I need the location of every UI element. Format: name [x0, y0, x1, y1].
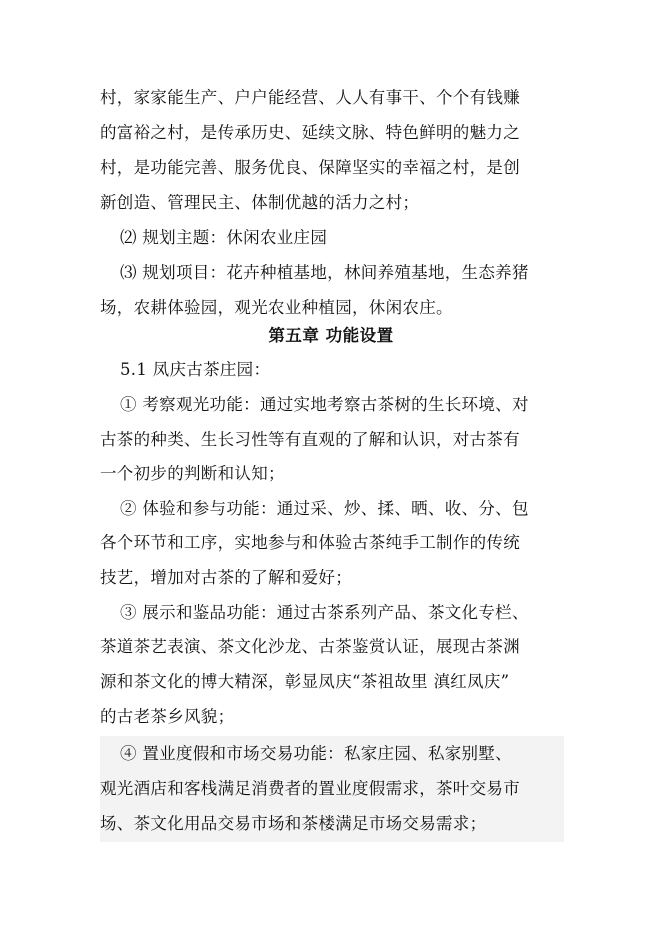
- para1-line-2: 的富裕之村，是传承历史、延续文脉、特色鲜明的魅力之: [100, 123, 520, 142]
- function-2-line-1: ② 体验和参与功能：通过采、炒、揉、晒、收、分、包: [120, 499, 529, 518]
- function-3-line-3: 源和茶文化的博大精深，彰显凤庆“茶祖故里 滇红凤庆”: [100, 672, 510, 691]
- plan-projects-line-1: ⑶ 规划项目：花卉种植基地，林间养殖基地，生态养猪: [120, 263, 529, 282]
- section-title: 5.1 凤庆古茶庄园：: [120, 360, 271, 379]
- function-2-line-2: 各个环节和工序，实地参与和体验古茶纯手工制作的传统: [100, 533, 520, 552]
- function-1-line-3: 一个初步的判断和认知；: [100, 464, 285, 483]
- function-3-line-4: 的古老茶乡风貌；: [100, 707, 235, 726]
- function-1-line-2: 古茶的种类、生长习性等有直观的了解和认识，对古茶有: [100, 430, 520, 449]
- function-3-line-2: 茶道茶艺表演、茶文化沙龙、古茶鉴赏认证，展现古茶渊: [100, 637, 520, 656]
- para1-line-3: 村，是功能完善、服务优良、保障坚实的幸福之村，是创: [100, 158, 520, 177]
- plan-theme-line: ⑵ 规划主题：休闲农业庄园: [120, 228, 328, 247]
- function-1-line-1: ① 考察观光功能：通过实地考察古茶树的生长环境、对: [120, 395, 529, 414]
- plan-projects-line-2: 场，农耕体验园，观光农业种植园，休闲农庄。: [100, 298, 453, 317]
- function-3-line-1: ③ 展示和鉴品功能：通过古茶系列产品、茶文化专栏、: [120, 603, 529, 622]
- para1-line-1: 村，家家能生产、户户能经营、人人有事干、个个有钱赚: [100, 88, 520, 107]
- para1-line-4: 新创造、管理民主、体制优越的活力之村；: [100, 193, 420, 212]
- chapter-title: 第五章 功能设置: [268, 326, 394, 345]
- function-2-line-3: 技艺，增加对古茶的了解和爱好；: [100, 568, 352, 587]
- function-4-line-1: ④ 置业度假和市场交易功能：私家庄园、私家别墅、: [120, 744, 512, 763]
- function-4-line-2: 观光酒店和客栈满足消费者的置业度假需求，茶叶交易市: [100, 779, 520, 798]
- function-4-line-3: 场、茶文化用品交易市场和茶楼满足市场交易需求；: [100, 814, 487, 833]
